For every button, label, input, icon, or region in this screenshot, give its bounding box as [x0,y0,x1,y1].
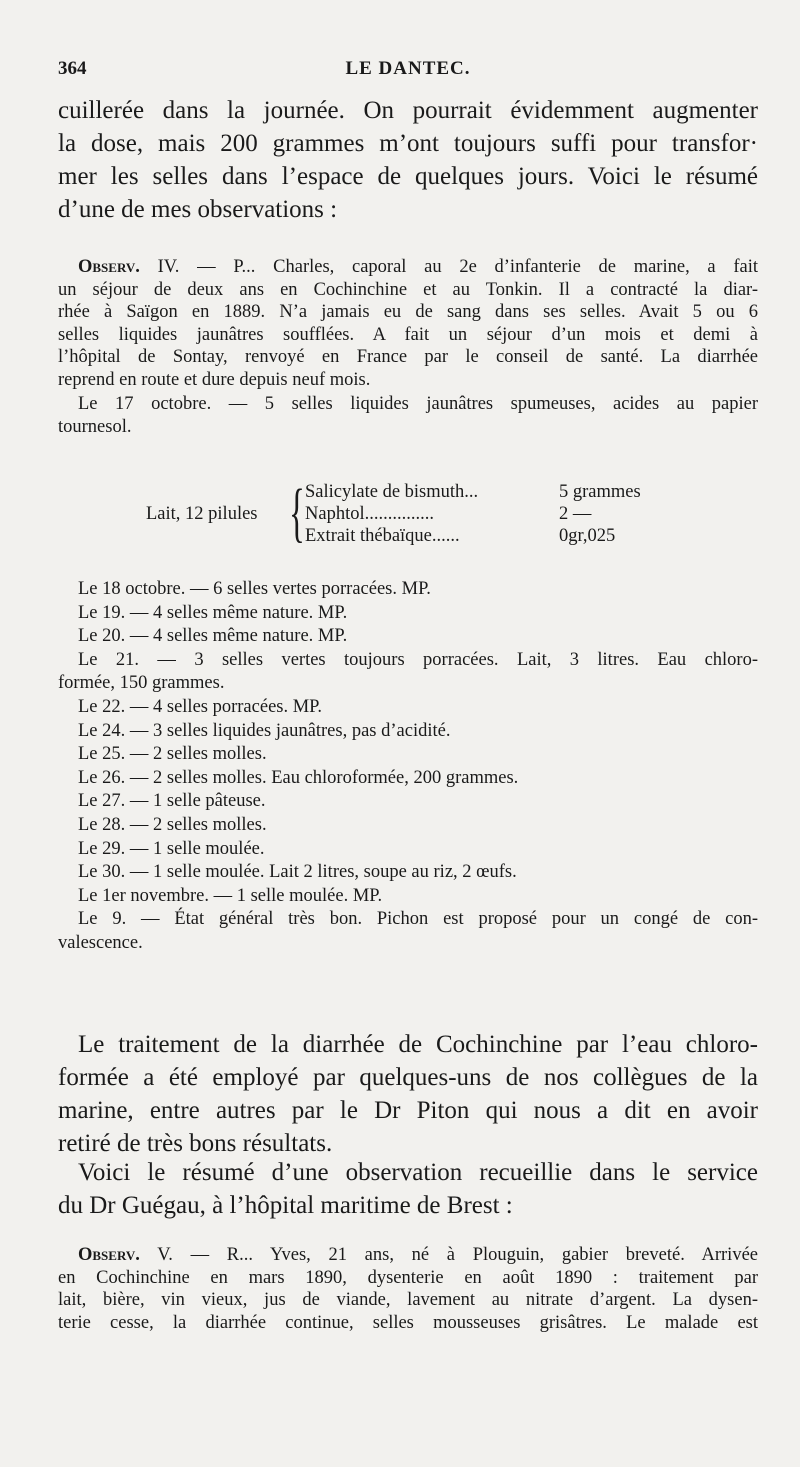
day-entry: Le 9. — État général très bon. Pichon est proposé pour un congé de con- [78,909,758,930]
ingredient-quantity: 5 grammes [559,482,641,502]
observation-iv [58,256,758,438]
page-number: 364 [58,58,87,79]
paragraph-traitement [58,1028,758,1160]
day-entry: Le 22. — 4 selles porracées. MP. [78,696,323,717]
text-line: reprend en route et dure depuis neuf mois. [58,369,371,390]
day-entry: Le 29. — 1 selle moulée. [78,838,265,859]
text-line: l’hôpital de Sontay, renvoyé en France par le conseil de santé. La diarrhée [58,347,758,367]
day-entry: Le 18 octobre. — 6 selles vertes porracées. MP. [78,579,431,599]
text-line: en Cochinchine en mars 1890, dysenterie en août 1890 : traitement par [58,1267,758,1288]
text-line: rhée à Saïgon en 1889. N’a jamais eu de sang dans ses selles. Avait 5 ou 6 [58,302,758,322]
page-header [58,58,758,88]
observation-label: Observ. [78,1245,140,1265]
prescription-item [305,482,705,503]
curly-brace-icon: { [289,476,305,549]
day-entry: Le 27. — 1 selle pâteuse. [78,791,266,812]
text-line: mer les selles dans l’espace de quelques jours. Voici le résumé [58,163,758,190]
observation-label: Observ. [78,257,140,277]
observation-first-line [58,1244,758,1267]
text-line: marine, entre autres par le Dr Piton qui nous a dit en avoir [58,1097,758,1124]
day-entry: Le 26. — 2 selles molles. Eau chloroformée, 200 grammes. [78,767,519,788]
text-line: selles liquides jaunâtres soufflées. A fait un séjour d’un mois et demi à [58,324,758,345]
prescription-formula [0,476,800,552]
text-line: Le traitement de la diarrhée de Cochinchine par l’eau chloro- [78,1031,758,1058]
prescription-item [305,526,705,547]
ingredient-name: Extrait thébaïque...... [305,526,460,546]
ingredient-name: Naphtol............... [305,504,434,524]
text-line: terie cesse, la diarrhée continue, selles mousseuses grisâtres. Le malade est [58,1312,758,1333]
day-entry: Le 25. — 2 selles molles. [78,744,267,765]
text-line: un séjour de deux ans en Cochinchine et au Tonkin. Il a contracté la diar- [58,279,758,300]
text-line: d’une de mes observations : [58,196,338,223]
ingredient-quantity: 0gr,025 [559,526,616,546]
text-line: formée a été employé par quelques-uns de nos collègues de la [58,1064,758,1091]
text-line: la dose, mais 200 grammes m’ont toujours suffi pour transfor· [58,130,758,157]
text-line: Voici le résumé d’une observation recueillie dans le service [78,1159,758,1186]
day-entry: Le 1er novembre. — 1 selle moulée. MP. [78,885,383,906]
day-entries [58,578,758,956]
day-entry: Le 17 octobre. — 5 selles liquides jaunâtres spumeuses, acides au papier [78,394,758,414]
day-entry: Le 28. — 2 selles molles. [78,814,267,835]
prescription-lead: Lait, 12 pilules [146,504,258,524]
intro-paragraph [58,94,758,226]
text-line: lait, bière, vin vieux, jus de viande, lavement au nitrate d’argent. La dysen- [58,1290,758,1310]
paragraph-voici [58,1156,758,1222]
observation-first-line-text: V. — R... Yves, 21 ans, né à Plouguin, gabier breveté. Arrivée [157,1245,758,1265]
day-entry: Le 24. — 3 selles liquides jaunâtres, pas d’acidité. [78,720,451,741]
day-entry-continuation: formée, 150 grammes. [58,673,225,694]
observation-first-line-text: IV. — P... Charles, caporal au 2e d’infanterie de marine, a fait [157,257,758,277]
ingredient-name: Salicylate de bismuth... [305,482,479,502]
day-entry: Le 19. — 4 selles même nature. MP. [78,602,348,623]
observation-first-line [58,256,758,279]
text-line: retiré de très bons résultats. [58,1130,333,1157]
day-entry: Le 30. — 1 selle moulée. Lait 2 litres, soupe au riz, 2 œufs. [78,862,517,883]
running-title: LE DANTEC. [345,58,471,79]
prescription-item [305,504,705,525]
day-entry: Le 21. — 3 selles vertes toujours porracées. Lait, 3 litres. Eau chloro- [78,649,758,670]
day-entry: Le 20. — 4 selles même nature. MP. [78,626,348,647]
ingredient-quantity: 2 — [559,504,592,524]
text-line: du Dr Guégau, à l’hôpital maritime de Brest : [58,1192,513,1219]
day-entry-continuation: valescence. [58,932,143,953]
text-line: tournesol. [58,416,132,437]
text-line: cuillerée dans la journée. On pourrait évidemment augmenter [58,97,758,124]
observation-v [58,1244,758,1334]
